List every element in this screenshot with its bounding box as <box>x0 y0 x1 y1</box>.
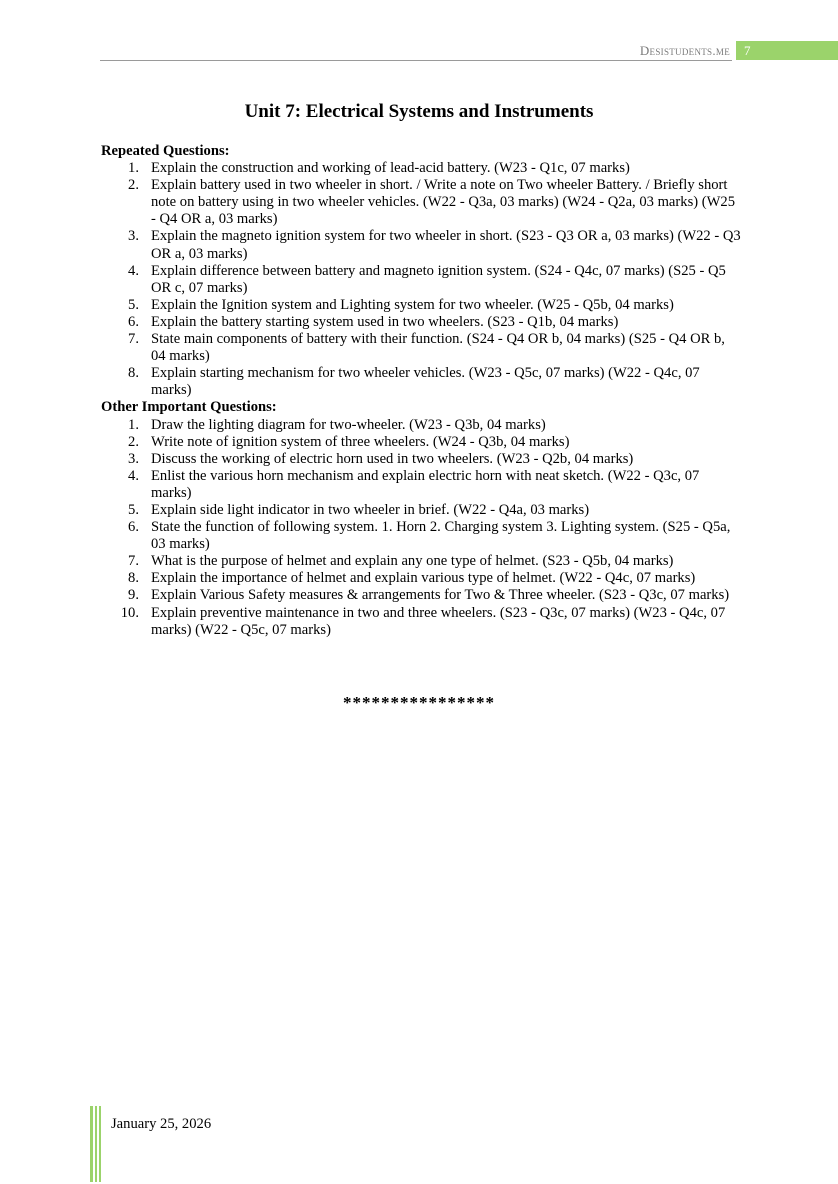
list-item: 4. Explain difference between battery and magneto ignition system. (S24 - Q4c, 07 marks) (S25 - Q5 OR c, 07 marks) <box>128 262 726 296</box>
footer-date: January 25, 2026 <box>111 1116 212 1132</box>
section-heading-other: Other Important Questions: <box>101 399 277 416</box>
list-item: 6. Explain the battery starting system used in two wheelers. (S23 - Q1b, 04 marks) <box>128 313 619 330</box>
list-item: 7. State main components of battery with their function. (S24 - Q4 OR b, 04 marks) (S25 - Q4 OR b, 04 marks) <box>128 331 725 365</box>
list-item: 9. Explain Various Safety measures & arrangements for Two & Three wheeler. (S23 - Q3c, 07 marks) <box>128 587 730 604</box>
list-item: 1. Explain the construction and working of lead-acid battery. (W23 - Q1c, 07 marks) <box>128 160 630 177</box>
list-item: 3. Explain the magneto ignition system for two wheeler in short. (S23 - Q3 OR a, 03 marks) (W22 - Q3 OR a, 03 marks) <box>128 228 741 262</box>
header-site-name: Desistudents.me <box>639 43 730 58</box>
list-item: 8. Explain starting mechanism for two wheeler vehicles. (W23 - Q5c, 07 marks) (W22 - Q4c, 07 marks) <box>128 365 700 399</box>
page-number-badge: 7 <box>736 41 838 60</box>
questions-content <box>101 143 741 639</box>
list-item: 3. Discuss the working of electric horn used in two wheelers. (W23 - Q2b, 04 marks) <box>128 450 634 467</box>
list-item: 4. Enlist the various horn mechanism and explain electric horn with neat sketch. (W22 - Q3c, 07 marks) <box>128 467 700 501</box>
list-item: 10. Explain preventive maintenance in two and three wheelers. (S23 - Q3c, 07 marks) (W23 - Q4c, 07 marks) (W22 - Q5c, 07 marks) <box>120 604 726 638</box>
list-item: 6. State the function of following system. 1. Horn 2. Charging system 3. Lighting system. (S25 - Q5a, 03 marks) <box>128 519 731 553</box>
list-item: 2. Write note of ignition system of three wheelers. (W24 - Q3b, 04 marks) <box>128 433 570 450</box>
list-item: 1. Draw the lighting diagram for two-wheeler. (W23 - Q3b, 04 marks) <box>128 416 546 433</box>
page-title: Unit 7: Electrical Systems and Instruments <box>244 101 594 122</box>
header-divider <box>100 60 732 61</box>
section-heading-repeated: Repeated Questions: <box>101 143 230 159</box>
list-item: 5. Explain the Ignition system and Lighting system for two wheeler. (W25 - Q5b, 04 marks) <box>128 296 674 313</box>
section-separator: **************** <box>343 693 495 712</box>
repeated-questions-list <box>101 160 741 399</box>
list-item: 8. Explain the importance of helmet and explain various type of helmet. (W22 - Q4c, 07 marks) <box>128 570 696 587</box>
list-item: 5. Explain side light indicator in two wheeler in brief. (W22 - Q4a, 03 marks) <box>128 501 590 518</box>
list-item: 2. Explain battery used in two wheeler in short. / Write a note on Two wheeler Battery. / Briefly short note on battery using in two wheeler vehicles. (W22 - Q3a, 03 marks) (W24 - Q2a, 03 marks) (W25 - Q4 OR a, 03 marks) <box>128 177 735 228</box>
other-questions-list <box>101 417 741 639</box>
list-item: 7. What is the purpose of helmet and explain any one type of helmet. (S23 - Q5b, 04 marks) <box>128 553 674 570</box>
